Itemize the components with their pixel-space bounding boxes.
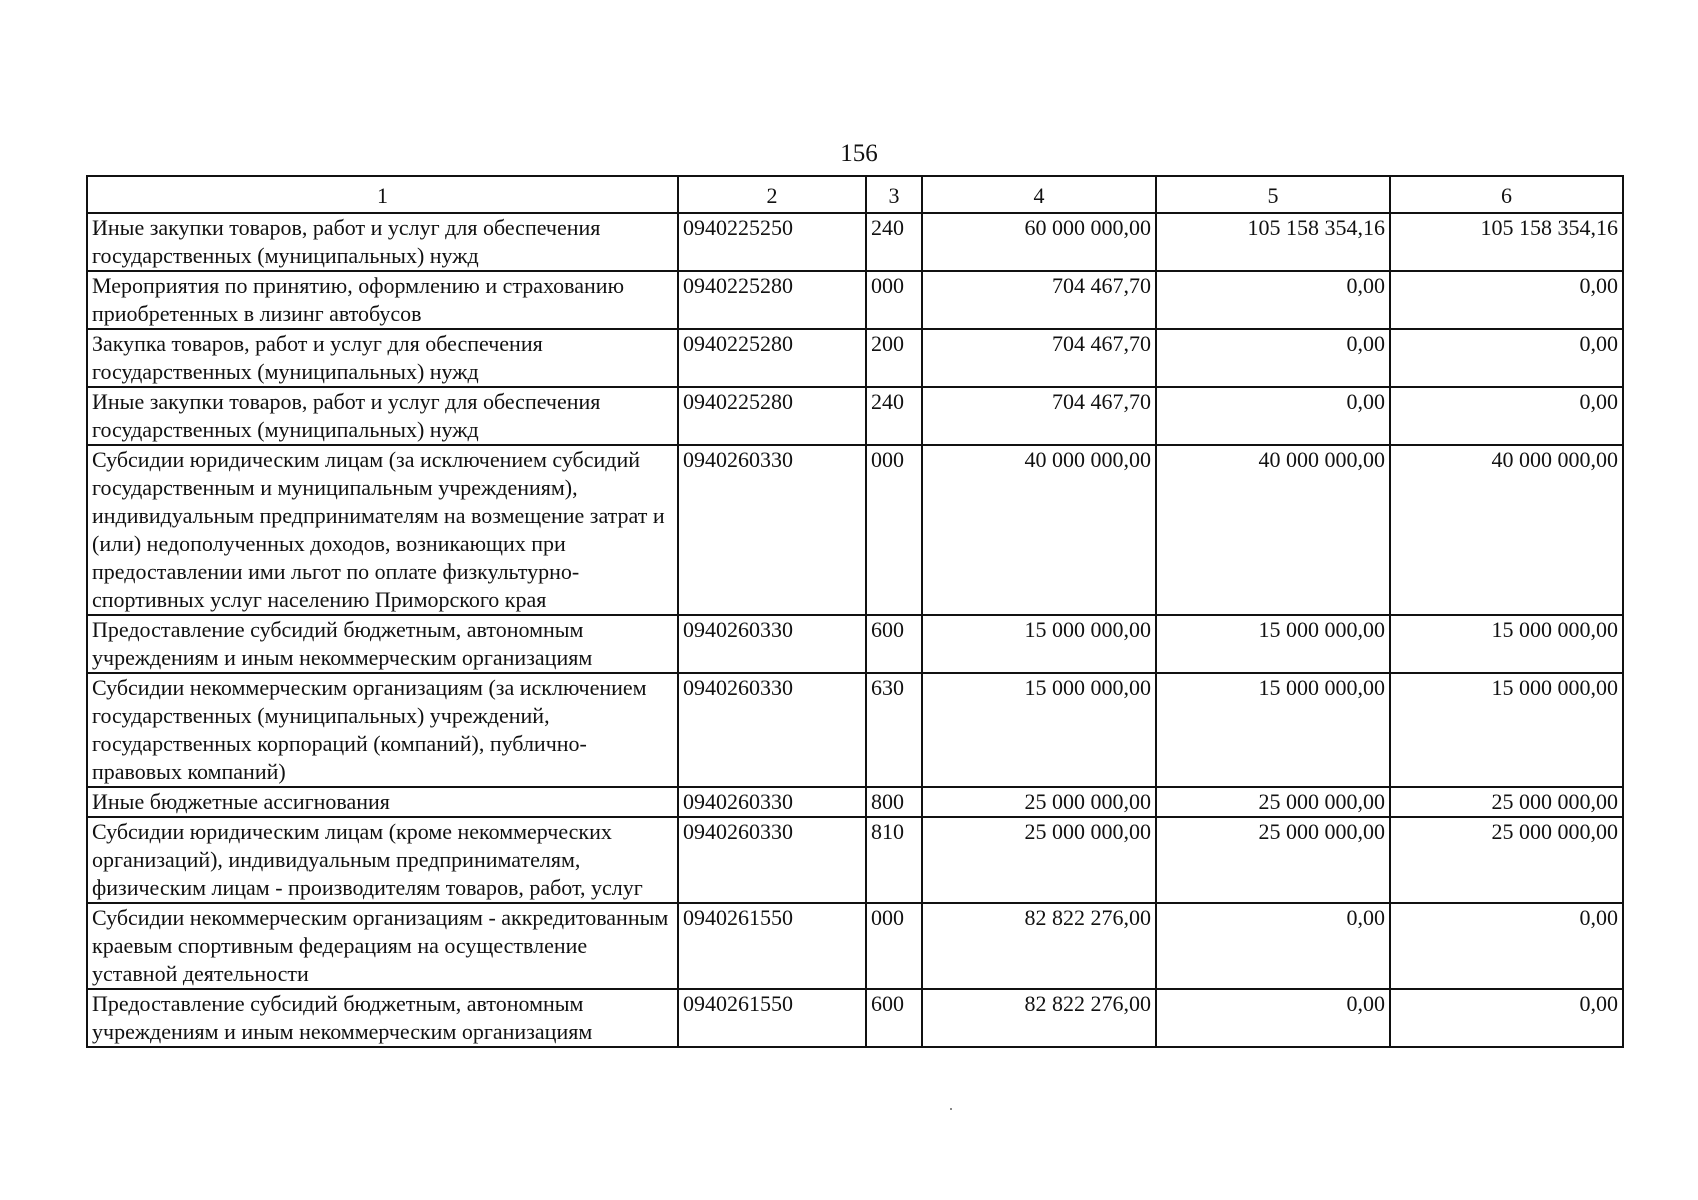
budget-table: [86, 175, 1624, 1048]
row-amount-col6: 0,00: [1390, 387, 1623, 445]
row-description: Субсидии юридическим лицам (за исключением субсидий государственным и муниципальным учреждениям), индивидуальным предпринимателям на возмещение затрат и (или) недополученных доходов, возникающих при предоставлении ими льгот по оплате физкультурно-спортивных услуг населению Приморского края: [87, 445, 678, 615]
row-description: Иные закупки товаров, работ и услуг для обеспечения государственных (муниципальных) нужд: [87, 213, 678, 271]
row-target-code: 0940225280: [678, 329, 866, 387]
row-amount-col5: 0,00: [1156, 903, 1390, 989]
row-amount-col5: 105 158 354,16: [1156, 213, 1390, 271]
row-target-code: 0940260330: [678, 817, 866, 903]
table-row: [87, 271, 1623, 329]
row-amount-col5: 0,00: [1156, 329, 1390, 387]
row-amount-col6: 0,00: [1390, 903, 1623, 989]
row-amount-col6: 25 000 000,00: [1390, 817, 1623, 903]
row-amount-col4: 15 000 000,00: [922, 615, 1156, 673]
row-amount-col4: 704 467,70: [922, 387, 1156, 445]
row-amount-col4: 25 000 000,00: [922, 787, 1156, 817]
row-description: Закупка товаров, работ и услуг для обеспечения государственных (муниципальных) нужд: [87, 329, 678, 387]
row-description: Субсидии некоммерческим организациям (за исключением государственных (муниципальных) учреждений, государственных корпораций (компаний), публично-правовых компаний): [87, 673, 678, 787]
row-amount-col5: 25 000 000,00: [1156, 787, 1390, 817]
row-amount-col6: 40 000 000,00: [1390, 445, 1623, 615]
column-header: 5: [1156, 176, 1390, 213]
table-row: [87, 445, 1623, 615]
table-row: [87, 329, 1623, 387]
table-row: [87, 787, 1623, 817]
table-row: [87, 989, 1623, 1047]
row-expense-kind: 600: [866, 615, 922, 673]
row-target-code: 0940225280: [678, 271, 866, 329]
row-description: Иные закупки товаров, работ и услуг для обеспечения государственных (муниципальных) нужд: [87, 387, 678, 445]
row-amount-col4: 40 000 000,00: [922, 445, 1156, 615]
column-header: 1: [87, 176, 678, 213]
row-amount-col5: 0,00: [1156, 989, 1390, 1047]
row-expense-kind: 800: [866, 787, 922, 817]
row-amount-col5: 25 000 000,00: [1156, 817, 1390, 903]
row-amount-col4: 15 000 000,00: [922, 673, 1156, 787]
row-amount-col6: 0,00: [1390, 329, 1623, 387]
row-target-code: 0940260330: [678, 615, 866, 673]
row-expense-kind: 810: [866, 817, 922, 903]
row-amount-col6: 15 000 000,00: [1390, 673, 1623, 787]
row-description: Предоставление субсидий бюджетным, автономным учреждениям и иным некоммерческим организациям: [87, 989, 678, 1047]
row-target-code: 0940261550: [678, 903, 866, 989]
table-row: [87, 673, 1623, 787]
row-amount-col6: 105 158 354,16: [1390, 213, 1623, 271]
column-header: 2: [678, 176, 866, 213]
table-row: [87, 903, 1623, 989]
row-target-code: 0940260330: [678, 787, 866, 817]
row-amount-col5: 0,00: [1156, 387, 1390, 445]
row-amount-col5: 15 000 000,00: [1156, 615, 1390, 673]
column-header: 6: [1390, 176, 1623, 213]
row-target-code: 0940225250: [678, 213, 866, 271]
table-row: [87, 817, 1623, 903]
row-description: Иные бюджетные ассигнования: [87, 787, 678, 817]
row-amount-col4: 60 000 000,00: [922, 213, 1156, 271]
row-description: Предоставление субсидий бюджетным, автономным учреждениям и иным некоммерческим организациям: [87, 615, 678, 673]
table-row: [87, 615, 1623, 673]
row-target-code: 0940260330: [678, 673, 866, 787]
scan-speck: [950, 1108, 952, 1110]
row-amount-col4: 704 467,70: [922, 329, 1156, 387]
row-amount-col4: 82 822 276,00: [922, 903, 1156, 989]
row-target-code: 0940225280: [678, 387, 866, 445]
row-expense-kind: 630: [866, 673, 922, 787]
row-amount-col4: 25 000 000,00: [922, 817, 1156, 903]
row-amount-col6: 0,00: [1390, 989, 1623, 1047]
row-expense-kind: 240: [866, 213, 922, 271]
row-amount-col6: 0,00: [1390, 271, 1623, 329]
column-header: 3: [866, 176, 922, 213]
page-number: 156: [840, 140, 878, 167]
table-header-row: [87, 176, 1623, 213]
row-amount-col4: 704 467,70: [922, 271, 1156, 329]
row-target-code: 0940260330: [678, 445, 866, 615]
row-description: Субсидии некоммерческим организациям - аккредитованным краевым спортивным федерациям на осуществление уставной деятельности: [87, 903, 678, 989]
row-description: Мероприятия по принятию, оформлению и страхованию приобретенных в лизинг автобусов: [87, 271, 678, 329]
row-amount-col6: 15 000 000,00: [1390, 615, 1623, 673]
row-expense-kind: 240: [866, 387, 922, 445]
row-amount-col4: 82 822 276,00: [922, 989, 1156, 1047]
row-expense-kind: 000: [866, 271, 922, 329]
column-header: 4: [922, 176, 1156, 213]
row-amount-col5: 0,00: [1156, 271, 1390, 329]
row-expense-kind: 000: [866, 445, 922, 615]
row-description: Субсидии юридическим лицам (кроме некоммерческих организаций), индивидуальным предпринимателям, физическим лицам - производителям товаров, работ, услуг: [87, 817, 678, 903]
row-expense-kind: 600: [866, 989, 922, 1047]
row-amount-col5: 40 000 000,00: [1156, 445, 1390, 615]
row-target-code: 0940261550: [678, 989, 866, 1047]
row-amount-col6: 25 000 000,00: [1390, 787, 1623, 817]
table-row: [87, 387, 1623, 445]
table-row: [87, 213, 1623, 271]
row-expense-kind: 200: [866, 329, 922, 387]
row-amount-col5: 15 000 000,00: [1156, 673, 1390, 787]
row-expense-kind: 000: [866, 903, 922, 989]
